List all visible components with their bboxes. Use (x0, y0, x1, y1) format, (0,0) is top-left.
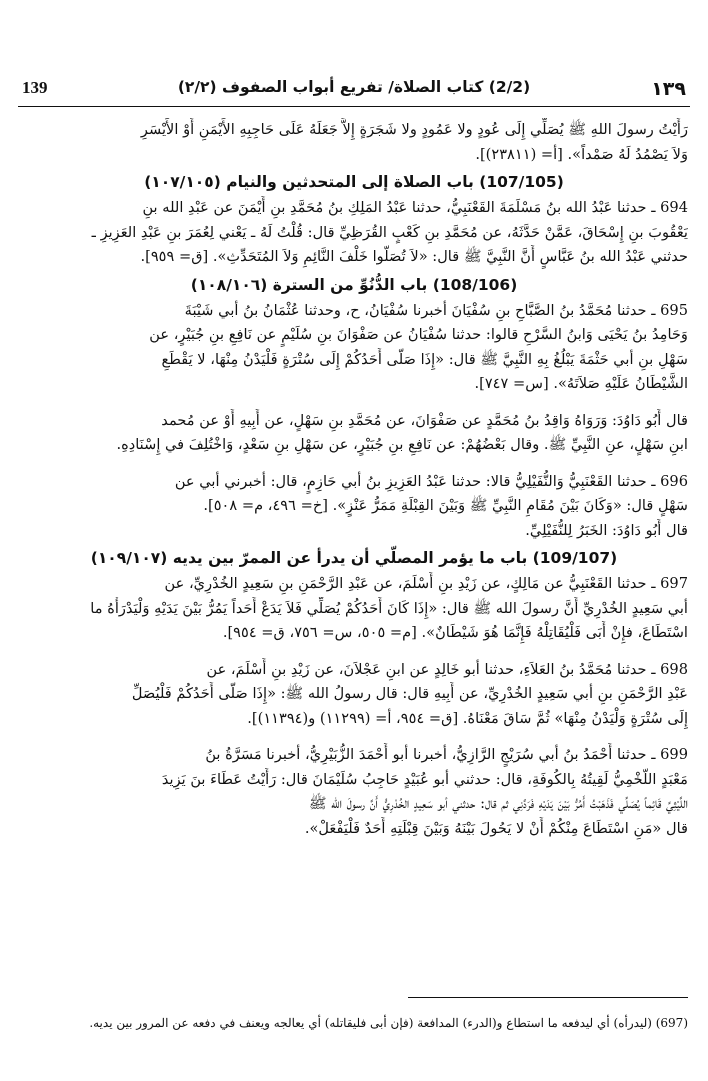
text-line: 697 ـ حدثنا القَعْنَبِيُّ عن مَالِكٍ، عن زَيْدِ بنِ أَسْلَمَ، عن عَبْدِ الرَّحْمَنِ بنِ سَعِيدٍ الخُدْرِيِّ، عن (164, 575, 688, 592)
text-line: وَحَامِدُ بنُ يَحْيَى وَابنُ السَّرْحِ قالوا: حدثنا سُفْيَانُ عن صَفْوَانَ بنِ سُلَيْمٍ عن نَافِعِ بنِ جُبَيْرٍ، عن (149, 326, 688, 343)
page-number-latin: 139 (22, 78, 48, 97)
chapter-heading: (109/107) باب ما يؤمر المصلّي أن يدرأ عن الممرّ بين يديه (١٠٩/١٠٧) (90, 549, 618, 567)
text-line: 696 ـ حدثنا القَعْنَبِيُّ وَالنُّفَيْلِيُّ قالا: حدثنا عَبْدُ العَزِيزِ بنُ أبي حَازِمٍ، قال: أخبرني أبي عن (174, 472, 688, 490)
text-line: رَأَيْتُ رسولَ اللهِ ﷺ يُصَلِّي إِلَى عُودٍ ولا عَمُودٍ ولا شَجَرَةٍ إِلاَّ جَعَلَهُ عَلَى حَاجِبِهِ الأَيْمَنِ أَوْ الأَيْسَرِ (140, 121, 688, 138)
text-line: 699 ـ حدثنا أَحْمَدُ بنُ أبي سُرَيْجٍ الرَّازِيُّ، أخبرنا أبو أَحْمَدَ الزُّبَيْرِيُّ، أخبرنا مَسَرَّةُ بنُ (205, 746, 688, 763)
text-line: عَبْدِ الرَّحْمَنِ بنِ أبي سَعِيدٍ الخُدْرِيِّ، عن أَبِيهِ قال: قال رسولُ الله ﷺ: «إِذَا صَلَّى أَحَدُكُمْ فَلْيُصَلِّ (131, 685, 688, 702)
hadith-697 (20, 572, 688, 646)
hadith-694 (20, 196, 688, 270)
footnote-separator (408, 997, 688, 998)
text-line: قال أَبُو دَاوُدَ: الخَبَرُ لِلنُّفَيْلِيِّ. (525, 521, 688, 539)
text-line: الشَّيْطَانُ عَلَيْهِ صَلاَتَهُ». [س= ٧٤٧]. (474, 375, 688, 392)
chapter-heading: (107/105) باب الصلاة إلى المتحدثين والنيام (١٠٧/١٠٥) (144, 173, 564, 191)
footnote: (697) (ليدرأه) أي ليدفعه ما استطاع و(الدرء) المدافعة (فإن أبى فليقاتله) أي يعالجه ويعنف في دفعه عن المرور بين يديه. (89, 1016, 688, 1030)
text-line: قال أَبُو دَاوُدَ: وَرَوَاهُ وَاقِدُ بنُ مُحَمَّدٍ عن صَفْوَانَ، عن مُحَمَّدِ بنِ سَهْلٍ، عن أَبِيهِ أَوْ عن مُحمد (161, 411, 688, 429)
text-line: 694 ـ حدثنا عَبْدُ الله بنُ مَسْلَمَةَ القَعْنَبِيُّ، حدثنا عَبْدُ المَلِكِ بنُ مُحَمَّدِ بنِ أَيْمَنَ عن عَبْدِ الله بنِ (142, 199, 688, 216)
hadith-698 (20, 658, 688, 732)
header-rule (18, 106, 690, 107)
running-title: (2/2) كتاب الصلاة/ تفريع أبواب الصفوف (٢/٢) (177, 78, 531, 96)
text-line: 695 ـ حدثنا مُحَمَّدُ بنُ الصَّبَّاحِ بنِ سُفْيَانَ أخبرنا سُفْيَانُ، ح، وحدثنا عُثْمَانُ بنُ أبي شَيْبَةَ (184, 301, 688, 319)
text-line: اسْتَطَاعَ، فإِنْ أَبَى فَلْيُقَاتِلْهُ فَإِنَّمَا هُوَ شَيْطَانٌ». [م= ٥٠٥، س= ٧٥٦، ق= ٩٥٤]. (222, 624, 688, 641)
text-line: ابنِ سَهْلٍ، عنِ النَّبِيِّ ﷺ. وقال بَعْضُهُمْ: عن نَافِعِ بنِ جُبَيْرٍ، عن سَهْلِ بنِ سَعْدٍ، وَاخْتُلِفَ في إِسْنَادِهِ. (116, 436, 688, 453)
text-line: قال «مَنِ اسْتَطَاعَ مِنْكُمْ أَنْ لا يَحُولَ بَيْنَهُ وَبَيْنَ قِبْلَتِهِ أَحَدٌ فَلْيَفْعَلْ». (304, 819, 688, 837)
text-line: يَعْقُوبَ بنِ إِسْحَاقَ، عَمَّنْ حَدَّثَهُ، عن مُحَمَّدِ بنِ كَعْبٍ القُرَظِيِّ قال: قُلْتُ لَهُ ـ يَعْني لِعُمَرَ بنِ عَبْدِ العَزِيزِ ـ (91, 223, 688, 241)
text-line: وَلاَ يَصْمُدُ لَهُ صَمْداً». [أ= (٢٣٨١١)]. (475, 145, 688, 163)
chapter-heading: (108/106) باب الدُّنُوِّ من السترة (١٠٨/١٠٦) (190, 275, 518, 294)
paragraph (20, 118, 688, 167)
hadith-696 (20, 470, 688, 544)
text-line: أبي سَعِيدٍ الخُدْرِيِّ أَنَّ رسولَ الله ﷺ قال: «إِذَا كَانَ أَحَدُكُمْ يُصَلِّي فَلاَ يَدَعْ أَحَداً يَمُرُّ بَيْنَ يَدَيْهِ وَلْيَدْرَأْهُ ما (90, 599, 688, 617)
text-line: مَعْبَدٍ اللَّخْمِيُّ لَقِيتُهُ بِالكُوفَةِ، قال: حدثني أبو عُبَيْدٍ حَاجِبُ سُلَيْمَانَ قال: رَأَيْتُ عَطَاءَ بنَ يَزِيدَ (161, 770, 688, 788)
page-body (20, 118, 688, 841)
text-line: حدثني عَبْدُ الله بنُ عَبَّاسٍ أَنَّ النَّبِيَّ ﷺ قال: «لاَ تُصَلُّوا خَلْفَ النَّائِمِ وَلاَ المُتَحَدِّثِ». [ق= ٩٥٩]. (140, 248, 688, 265)
text-line: اللَّيْثِيَّ قَائِماً يُصَلِّي فَذَهَبْتُ أَمُرُّ بَيْنَ يَدَيْهِ فَرَدَّنِي ثم قال: حدثني أبو سَعِيدٍ الخُدْرِيُّ أَنَّ رسولَ الله ﷺ (308, 795, 688, 812)
text-line: سَهْلٍ قال: «وَكَانَ بَيْنَ مُقَامِ النَّبِيِّ ﷺ وَبَيْنَ القِبْلَةِ مَمَرُّ عَنْزٍ». [خ= ٤٩٦، م= ٥٠٨]. (203, 497, 688, 514)
page-header (18, 78, 690, 108)
hadith-695 (20, 299, 688, 397)
hadith-699 (20, 743, 688, 841)
text-line: سَهْلِ بنِ أبي حَثْمَةَ يَبْلُغُ بِهِ النَّبِيَّ ﷺ قال: «إِذَا صَلَّى أَحَدُكُمْ إِلَى سُتْرَةٍ فَلْيَدْنُ مِنْهَا، لا يَقْطَعِ (161, 350, 688, 368)
page-number-arabic: ١٣٩ (651, 78, 686, 100)
text-line: إِلَى سُتْرَةٍ وَلْيَدْنُ مِنْهَا» ثُمَّ سَاقَ مَعْنَاهُ. [ق= ٩٥٤، أ= (١١٢٩٩) و(١١٣٩٤)]. (247, 709, 688, 727)
author-note (20, 409, 688, 458)
text-line: 698 ـ حدثنا مُحَمَّدُ بنُ العَلاَءِ، حدثنا أبو خَالِدٍ عن ابنِ عَجْلاَنَ، عن زَيْدِ بنِ أَسْلَمَ، عن (206, 660, 688, 678)
